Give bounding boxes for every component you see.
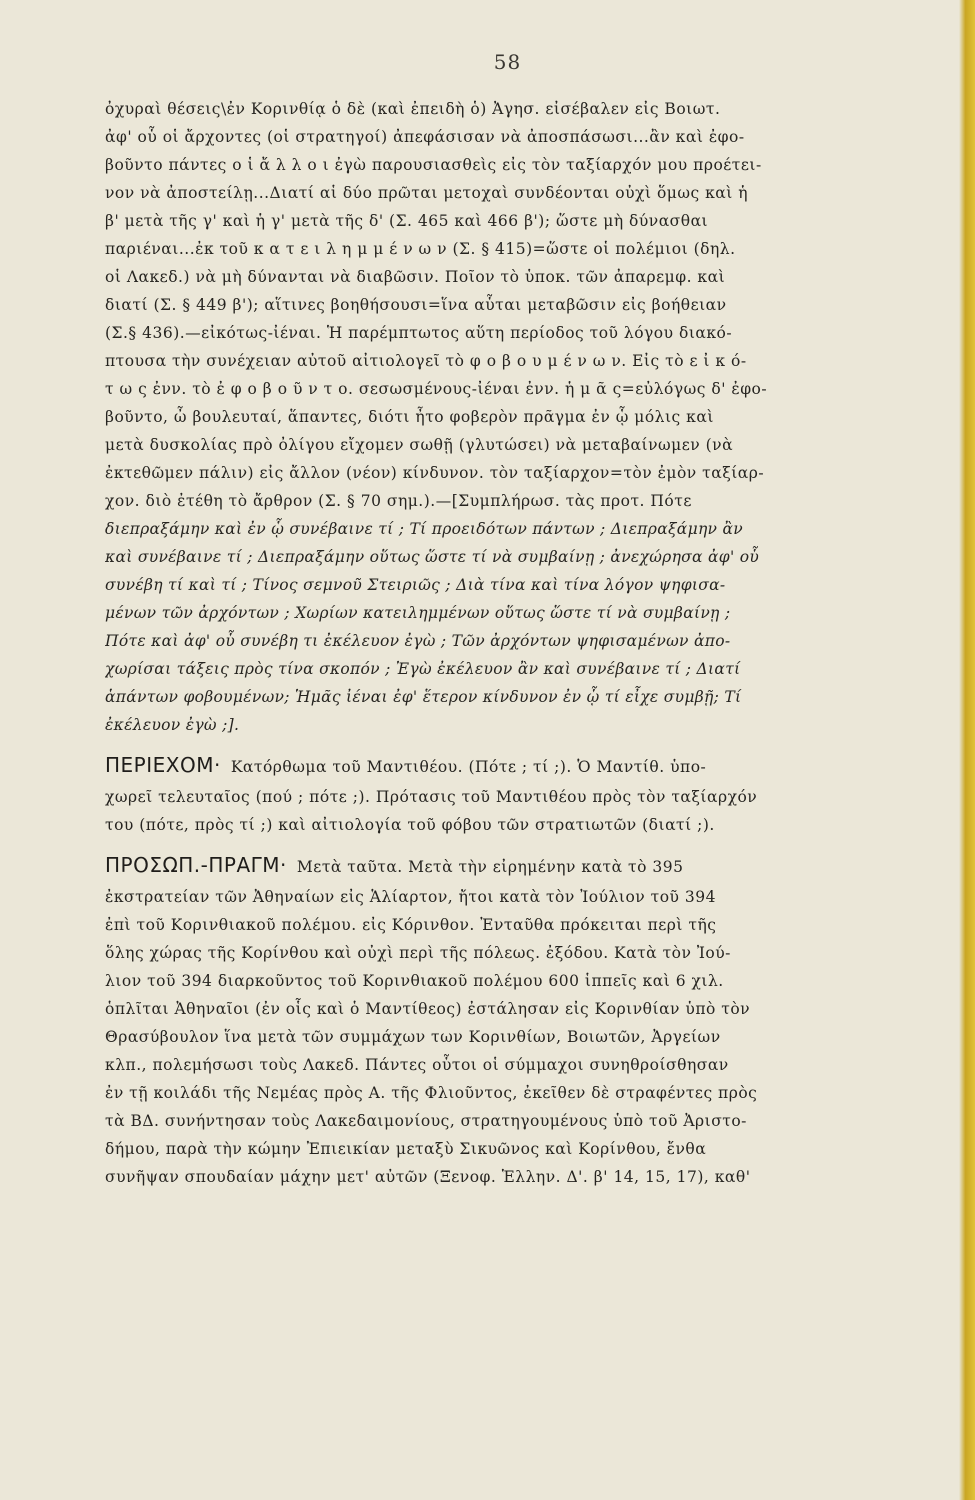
text-line: οἱ Λακεδ.) νὰ μὴ δύνανται νὰ διαβῶσιν. Ποῖον τὸ ὑποκ. τῶν ἀπαρεμφ. καὶ xyxy=(105,268,726,286)
text-line xyxy=(105,847,905,883)
text-line: (Σ.§ 436).—εἰκότως-ἰέναι. Ἡ παρέμπτωτος αὕτη περίοδος τοῦ λόγου διακό- xyxy=(105,324,733,342)
text-line: ἐκστρατείαν τῶν Ἀθηναίων εἰς Ἁλίαρτον, ἤτοι κατὰ τὸν Ἰούλιον τοῦ 394 xyxy=(105,888,716,906)
text-line: του (πότε, πρὸς τί ;) καὶ αἰτιολογία τοῦ φόβου τῶν στρατιωτῶν (διατί ;). xyxy=(105,816,715,834)
text-line: διατί (Σ. § 449 β'); αἵτινες βοηθήσουσι=ἵνα αὗται μεταβῶσιν εἰς βοήθειαν xyxy=(105,296,727,314)
text-line: χωρίσαι τάξεις πρὸς τίνα σκοπόν ; Ἐγὼ ἐκέλευον ἂν καὶ συνέβαινε τί ; Διατί xyxy=(105,660,741,678)
text-line: συνέβη τί καὶ τί ; Τίνος σεμνοῦ Στειριῶς ; Διὰ τίνα καὶ τίνα λόγον ψηφισα- xyxy=(105,576,726,594)
page-number: 58 xyxy=(493,50,522,74)
text-line: πτουσα τὴν συνέχειαν αὐτοῦ αἰτιολογεῖ τὸ φ ο β ο υ μ έ ν ω ν. Εἰς τὸ ε ἰ κ ό- xyxy=(105,352,747,370)
section-heading-persons: ΠΡΟΣΩΠ.-ΠΡΑΓΜ· xyxy=(105,853,287,877)
paragraph-contents xyxy=(105,747,905,839)
text-line: συνῆψαν σπουδαίαν μάχην μετ' αὐτῶν (Ξενοφ. Ἑλλην. Δ'. β' 14, 15, 17), καθ' xyxy=(105,1168,751,1186)
text-line: ἁπάντων φοβουμένων; Ἡμᾶς ἰέναι ἐφ' ἕτερον κίνδυνον ἐν ᾧ τί εἶχε συμβῇ; Τί xyxy=(105,688,742,706)
text-line: Πότε καὶ ἀφ' οὗ συνέβη τι ἐκέλευον ἐγὼ ; Τῶν ἀρχόντων ψηφισαμένων ἀπο- xyxy=(105,632,731,650)
text-line: διεπραξάμην καὶ ἐν ᾧ συνέβαινε τί ; Τί προειδότων πάντων ; Διεπραξάμην ἂν xyxy=(105,520,743,538)
page-body xyxy=(105,95,905,1191)
text-line: ἐν τῇ κοιλάδι τῆς Νεμέας πρὸς Α. τῆς Φλιοῦντος, ἐκεῖθεν δὲ στραφέντες πρὸς xyxy=(105,1084,758,1102)
text-line: ἀφ' οὗ οἱ ἄρχοντες (οἱ στρατηγοί) ἀπεφάσισαν νὰ ἀποσπάσωσι...ἂν καὶ ἐφο- xyxy=(105,128,745,146)
text-line: βοῦντο, ὦ βουλευταί, ἅπαντες, διότι ἦτο φοβερὸν πρᾶγμα ἐν ᾧ μόλις καὶ xyxy=(105,408,714,426)
text-line: ὀχυραὶ θέσεις\ἐν Κορινθίᾳ ὁ δὲ (καὶ ἐπειδὴ ὁ) Ἀγησ. εἰσέβαλεν εἰς Βοιωτ. xyxy=(105,100,721,118)
text-line: μένων τῶν ἀρχόντων ; Χωρίων κατειλημμένων οὕτως ὥστε τί νὰ συμβαίνῃ ; xyxy=(105,604,731,622)
exercise-questions xyxy=(105,515,905,739)
paragraph-commentary xyxy=(105,95,905,515)
text-line: τ ω ς ἐνν. τὸ ἐ φ ο β ο ῦ ν τ ο. σεσωσμένους-ἰέναι ἐνν. ἡ μ ᾶ ς=εὐλόγως δ' ἐφο- xyxy=(105,380,768,398)
text-line: χον. διὸ ἐτέθη τὸ ἄρθρον (Σ. § 70 σημ.).—[Συμπλήρωσ. τὰς προτ. Πότε xyxy=(105,492,692,510)
text-line: νον νὰ ἀποστείλῃ...Διατί αἱ δύο πρῶται μετοχαὶ συνδέονται οὐχὶ ὅμως καὶ ἡ xyxy=(105,184,749,202)
text-line: τὰ ΒΔ. συνήντησαν τοὺς Λακεδαιμονίους, στρατηγουμένους ὑπὸ τοῦ Ἀριστο- xyxy=(105,1112,747,1130)
text-line: μετὰ δυσκολίας πρὸ ὀλίγου εἴχομεν σωθῇ (γλυτώσει) νὰ μεταβαίνωμεν (νὰ xyxy=(105,436,734,454)
paragraph-persons-facts xyxy=(105,847,905,1191)
text-line: ὅλης χώρας τῆς Κορίνθου καὶ οὐχὶ περὶ τῆς πόλεως. ἐξόδου. Κατὰ τὸν Ἰού- xyxy=(105,944,731,962)
page-edge xyxy=(959,0,975,1500)
text-line: ὁπλῖται Ἀθηναῖοι (ἐν οἷς καὶ ὁ Μαντίθεος) ἐστάλησαν εἰς Κορινθίαν ὑπὸ τὸν xyxy=(105,1000,751,1018)
text-line: ἐπὶ τοῦ Κορινθιακοῦ πολέμου. εἰς Κόρινθον. Ἐνταῦθα πρόκειται περὶ τῆς xyxy=(105,916,717,934)
heading-line-text: Μετὰ ταῦτα. Μετὰ τὴν εἰρημένην κατὰ τὸ 395 xyxy=(296,858,684,876)
heading-line-text: Κατόρθωμα τοῦ Μαντιθέου. (Πότε ; τί ;). Ὁ Μαντίθ. ὑπο- xyxy=(230,758,707,776)
text-line: παριέναι...ἐκ τοῦ κ α τ ε ι λ η μ μ έ ν ω ν (Σ. § 415)=ὥστε οἱ πολέμιοι (δηλ. xyxy=(105,240,736,258)
text-line: κλπ., πολεμήσωσι τοὺς Λακεδ. Πάντες οὗτοι οἱ σύμμαχοι συνηθροίσθησαν xyxy=(105,1056,729,1074)
text-line: ἐκτεθῶμεν πάλιν) εἰς ἄλλον (νέον) κίνδυνον. τὸν ταξίαρχον=τὸν ἐμὸν ταξίαρ- xyxy=(105,464,765,482)
text-line: καὶ συνέβαινε τί ; Διεπραξάμην οὕτως ὥστε τί νὰ συμβαίνῃ ; ἀνεχώρησα ἀφ' οὗ xyxy=(105,548,760,566)
text-line xyxy=(105,747,905,783)
text-line: ἐκέλευον ἐγὼ ;]. xyxy=(105,716,240,734)
text-line: β' μετὰ τῆς γ' καὶ ἡ γ' μετὰ τῆς δ' (Σ. 465 καὶ 466 β'); ὥστε μὴ δύνασθαι xyxy=(105,212,709,230)
text-line: λιον τοῦ 394 διαρκοῦντος τοῦ Κορινθιακοῦ πολέμου 600 ἱππεῖς καὶ 6 χιλ. xyxy=(105,972,724,990)
section-heading-contents: ΠΕΡΙΕΧΟΜ· xyxy=(105,753,221,777)
text-line: Θρασύβουλον ἵνα μετὰ τῶν συμμάχων των Κορινθίων, Βοιωτῶν, Ἀργείων xyxy=(105,1028,721,1046)
text-line: χωρεῖ τελευταῖος (πού ; πότε ;). Πρότασις τοῦ Μαντιθέου πρὸς τὸν ταξίαρχόν xyxy=(105,788,758,806)
text-line: δήμου, παρὰ τὴν κώμην Ἐπιεικίαν μεταξὺ Σικυῶνος καὶ Κορίνθου, ἔνθα xyxy=(105,1140,707,1158)
text-line: βοῦντο πάντες ο ἱ ἄ λ λ ο ι ἐγὼ παρουσιασθεὶς εἰς τὸν ταξίαρχόν μου προέτει- xyxy=(105,156,762,174)
